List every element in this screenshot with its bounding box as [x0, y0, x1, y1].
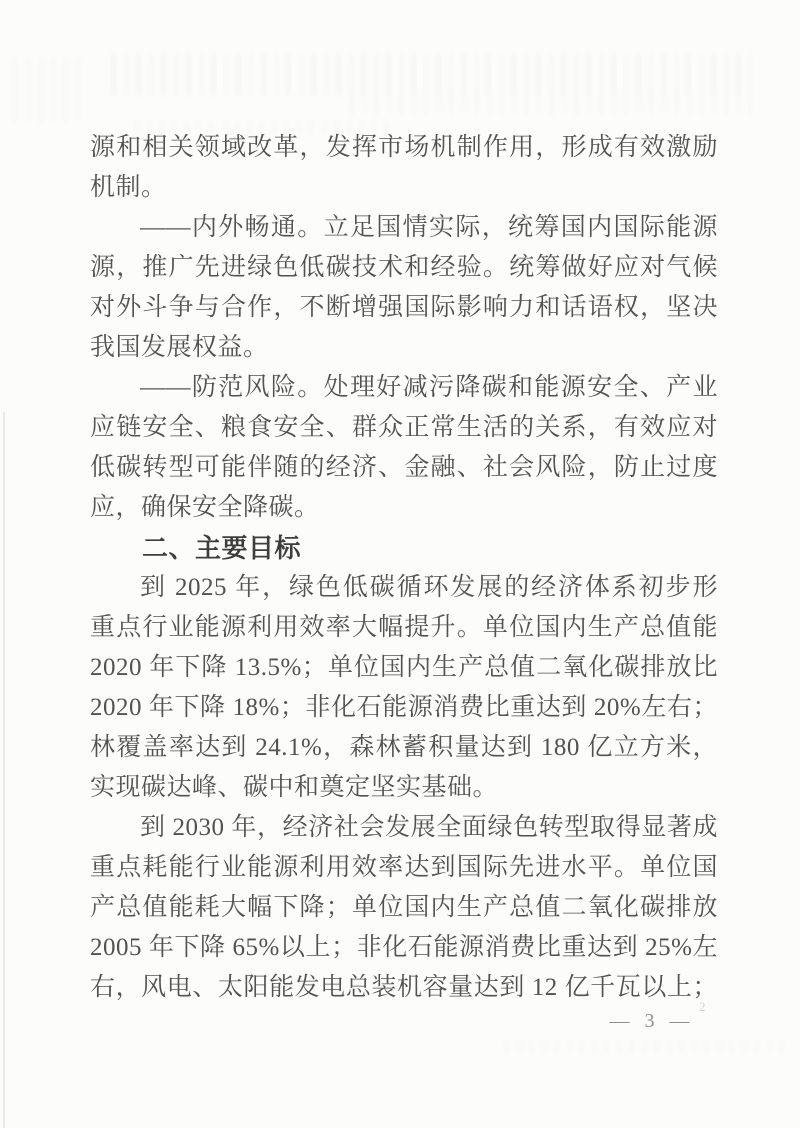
text-line: 应，确保安全降碳。: [90, 494, 320, 521]
text-line: ——防范风险。处理好减污降碳和能源安全、产业: [140, 374, 718, 401]
paragraph: [90, 128, 718, 208]
bleed-through-artifact: [14, 58, 86, 122]
text-line: 应链安全、粮食安全、群众正常生活的关系，有效应对: [90, 414, 718, 441]
text-line: 右，风电、太阳能发电总装机容量达到 12 亿千瓦以上；: [90, 974, 718, 1001]
section-heading: 二、主要目标: [142, 533, 302, 563]
text-line: 2020 年下降 18%；非化石能源消费比重达到 20%左右；: [90, 694, 718, 721]
text-line: 产总值能耗大幅下降；单位国内生产总值二氧化碳排放: [90, 894, 718, 921]
page-number: — 3 —: [609, 1010, 695, 1032]
text-line: ——内外畅通。立足国情实际，统筹国内国际能源: [140, 214, 718, 241]
bleed-through-artifact: [505, 1040, 783, 1052]
text-line: 到 2025 年，绿色低碳循环发展的经济体系初步形: [140, 574, 718, 601]
text-line: 对外斗争与合作，不断增强国际影响力和话语权，坚决: [90, 294, 718, 321]
scan-artifact: 2: [699, 999, 706, 1014]
text-line: 2020 年下降 13.5%；单位国内生产总值二氧化碳排放比: [90, 654, 718, 681]
text-line: 重点耗能行业能源利用效率达到国际先进水平。单位国: [90, 854, 718, 881]
bleed-through-artifact: [112, 54, 752, 96]
paragraph: [90, 368, 718, 528]
text-line: 林覆盖率达到 24.1%，森林蓄积量达到 180 亿立方米，: [90, 734, 718, 761]
paragraph: [90, 568, 718, 808]
text-line: 机制。: [90, 174, 167, 201]
paragraph: [90, 208, 718, 368]
text-line: 重点行业能源利用效率大幅提升。单位国内生产总值能: [90, 614, 718, 641]
text-line: 源，推广先进绿色低碳技术和经验。统筹做好应对气候: [90, 254, 718, 281]
text-line: 源和相关领域改革，发挥市场机制作用，形成有效激励: [90, 134, 718, 161]
document-body: [90, 128, 718, 1008]
text-line: 实现碳达峰、碳中和奠定坚实基础。: [90, 774, 499, 801]
text-line: 2005 年下降 65%以上；非化石能源消费比重达到 25%左: [90, 934, 718, 961]
text-line: 我国发展权益。: [90, 334, 269, 361]
text-line: 到 2030 年，经济社会发展全面绿色转型取得显著成: [140, 814, 718, 841]
bleed-through-artifact: [350, 96, 752, 114]
text-line: 低碳转型可能伴随的经济、金融、社会风险，防止过度: [90, 454, 718, 481]
scan-edge-line: [3, 412, 5, 1128]
paragraph: [90, 808, 718, 1008]
